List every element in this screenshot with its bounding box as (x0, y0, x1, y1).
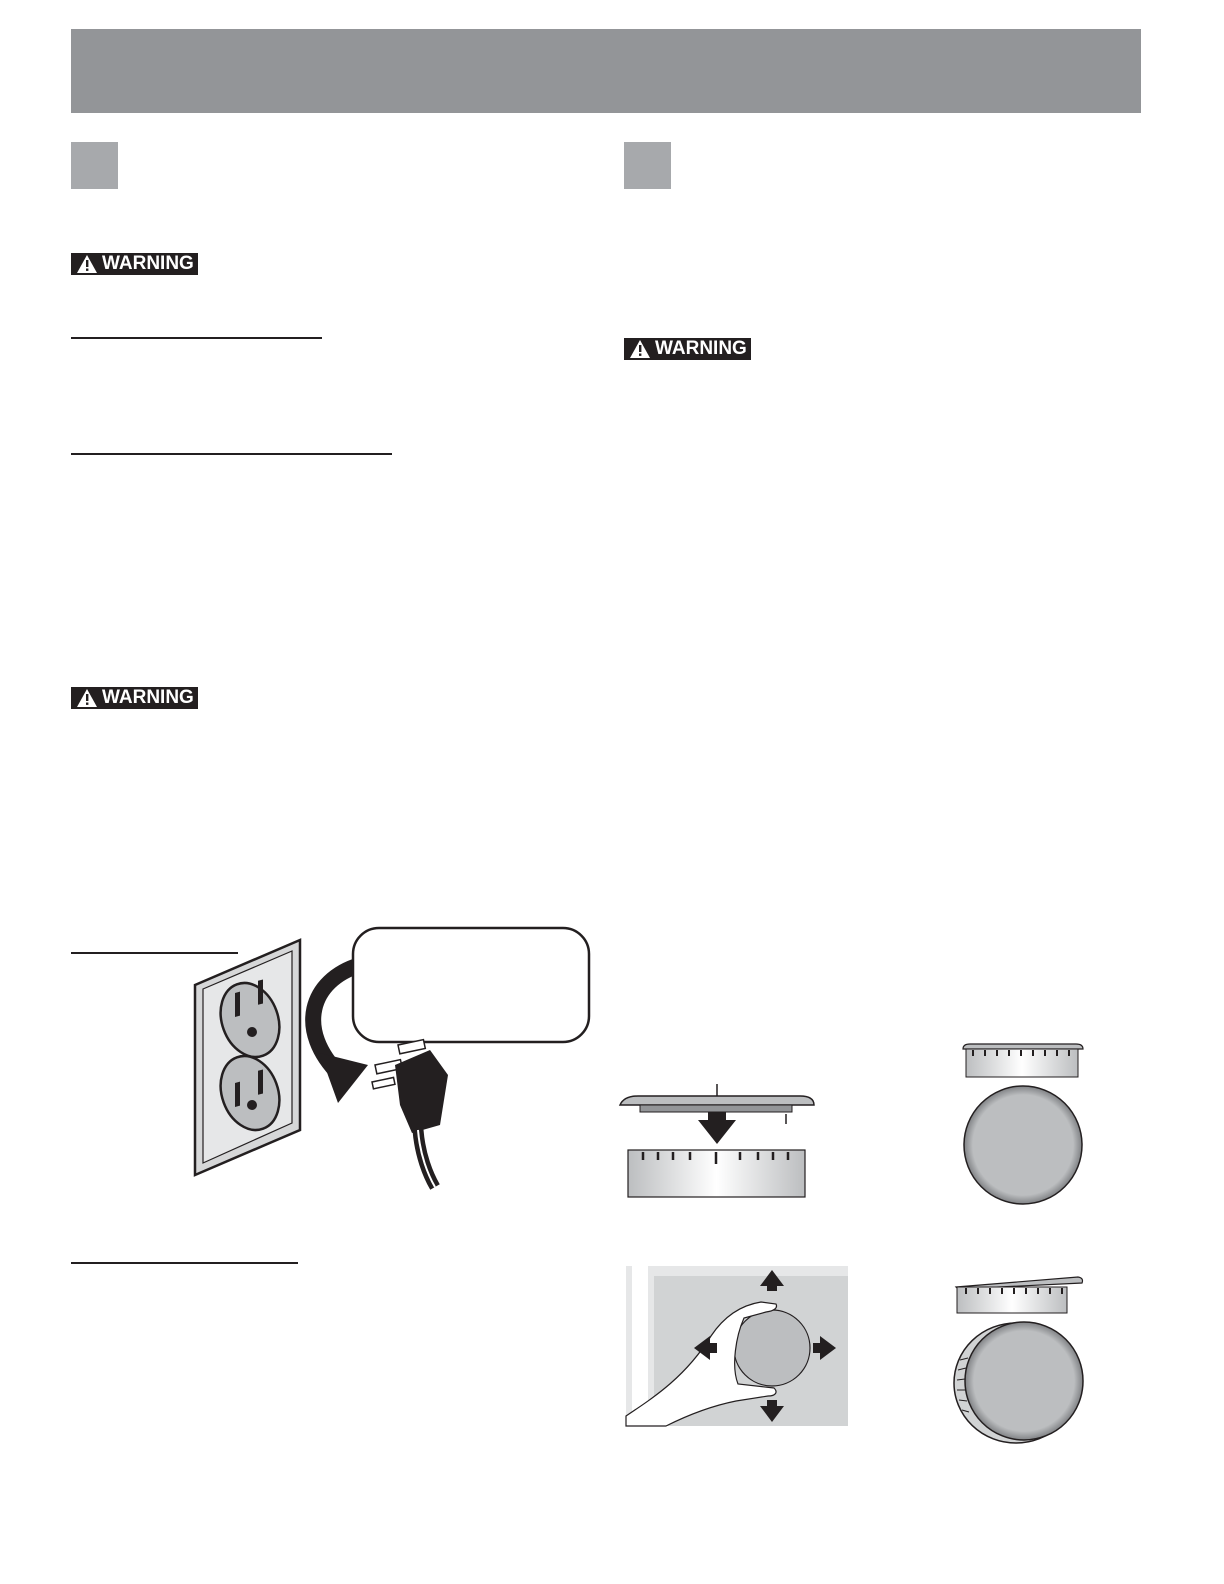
warning-badge (71, 687, 198, 709)
hand-adjust-cap-illustration (626, 1266, 848, 1426)
warning-triangle-icon (76, 688, 98, 708)
cap-seated-correct-illustration (958, 1042, 1088, 1207)
warning-badge (71, 253, 198, 275)
section-heading-rule (71, 1262, 298, 1264)
warning-label: WARNING (102, 687, 194, 708)
cap-placement-illustration (618, 1082, 818, 1200)
section-heading-rule (71, 337, 322, 339)
outlet-plug-illustration (190, 925, 595, 1190)
power-plug (372, 1040, 448, 1187)
warning-triangle-icon (76, 254, 98, 274)
step-box-left (71, 142, 118, 189)
step-box-right (624, 142, 671, 189)
warning-badge (624, 338, 751, 360)
burner-cap-top-view (964, 1086, 1082, 1204)
header-band (71, 29, 1141, 113)
cap-misaligned-illustration (952, 1275, 1092, 1445)
warning-label: WARNING (102, 253, 194, 274)
burner-cap-top-view (734, 1310, 810, 1386)
warning-label: WARNING (655, 338, 747, 359)
warning-triangle-icon (629, 339, 651, 359)
burner-cap-top-view (965, 1322, 1083, 1440)
callout-box (353, 928, 589, 1042)
burner-cap (620, 1096, 814, 1105)
section-heading-rule (71, 453, 392, 455)
